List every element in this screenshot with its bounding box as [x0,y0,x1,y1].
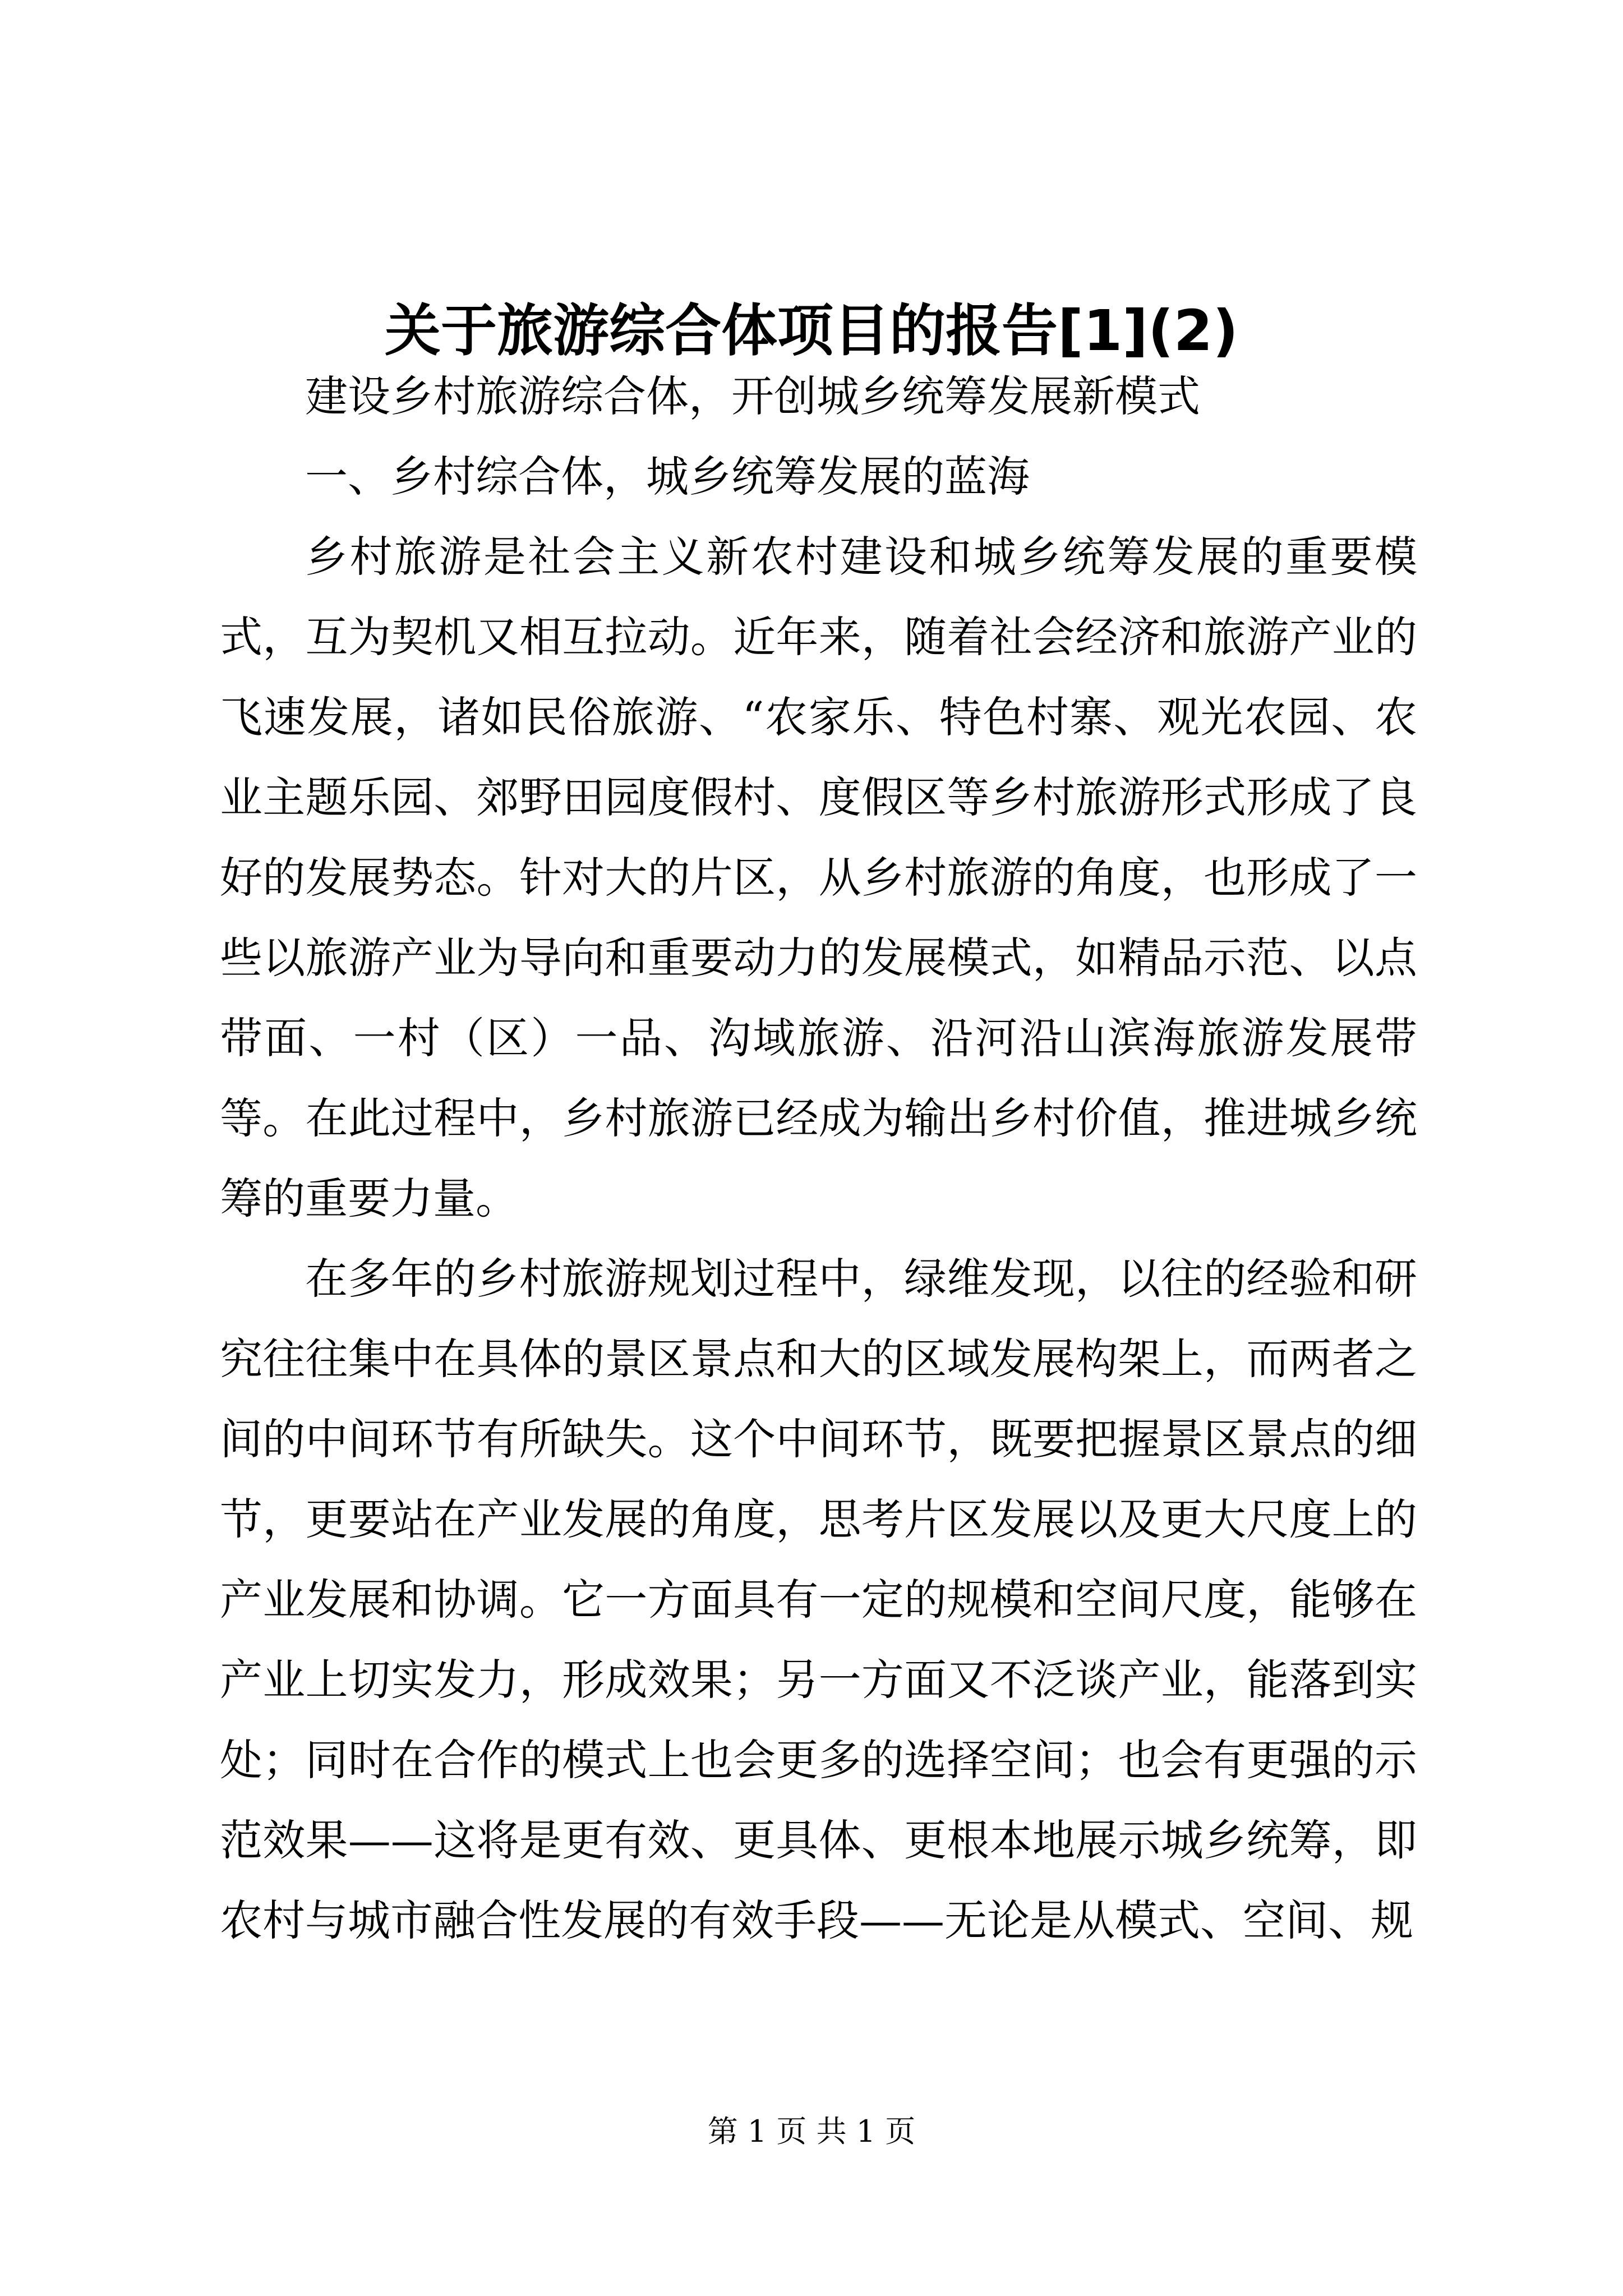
body-paragraph: 乡村旅游是社会主义新农村建设和城乡统筹发展的重要模式，互为契机又相互拉动。近年来，随着社会经济和旅游产业的飞速发展，诸如民俗旅游、“农家乐、特色村寨、观光农园、农业主题乐园、郊野田园度假村、度假区等乡村旅游形式形成了良好的发展势态。针对大的片区，从乡村旅游的角度，也形成了一些以旅游产业为导向和重要动力的发展模式，如精品示范、以点带面、一村（区）一品、沟域旅游、沿河沿山滨海旅游发展带等。在此过程中，乡村旅游已经成为输出乡村价值，推进城乡统筹的重要力量。 [220,532,1417,1223]
document-title: 关于旅游综合体项目的报告[1](2) [385,298,1238,364]
subtitle-paragraph: 建设乡村旅游综合体，开创城乡统筹发展新模式 [305,371,1200,421]
page-footer: 第 1 页 共 1 页 [707,2114,916,2149]
section-heading: 一、乡村综合体，城乡统筹发展的蓝海 [305,452,1030,501]
body-paragraph: 在多年的乡村旅游规划过程中，绿维发现，以往的经验和研究往往集中在具体的景区景点和大的区域发展构架上，而两者之间的中间环节有所缺失。这个中间环节，既要把握景区景点的细节，更要站在产业发展的角度，思考片区发展以及更大尺度上的产业发展和协调。它一方面具有一定的规模和空间尺度，能够在产业上切实发力，形成效果；另一方面又不泛谈产业，能落到实处；同时在合作的模式上也会更多的选择空间；也会有更强的示范效果——这将是更有效、更具体、更根本地展示城乡统筹，即农村与城市融合性发展的有效手段——无论是从模式、空间、规 [220,1254,1417,1945]
document-body [220,356,1417,1961]
